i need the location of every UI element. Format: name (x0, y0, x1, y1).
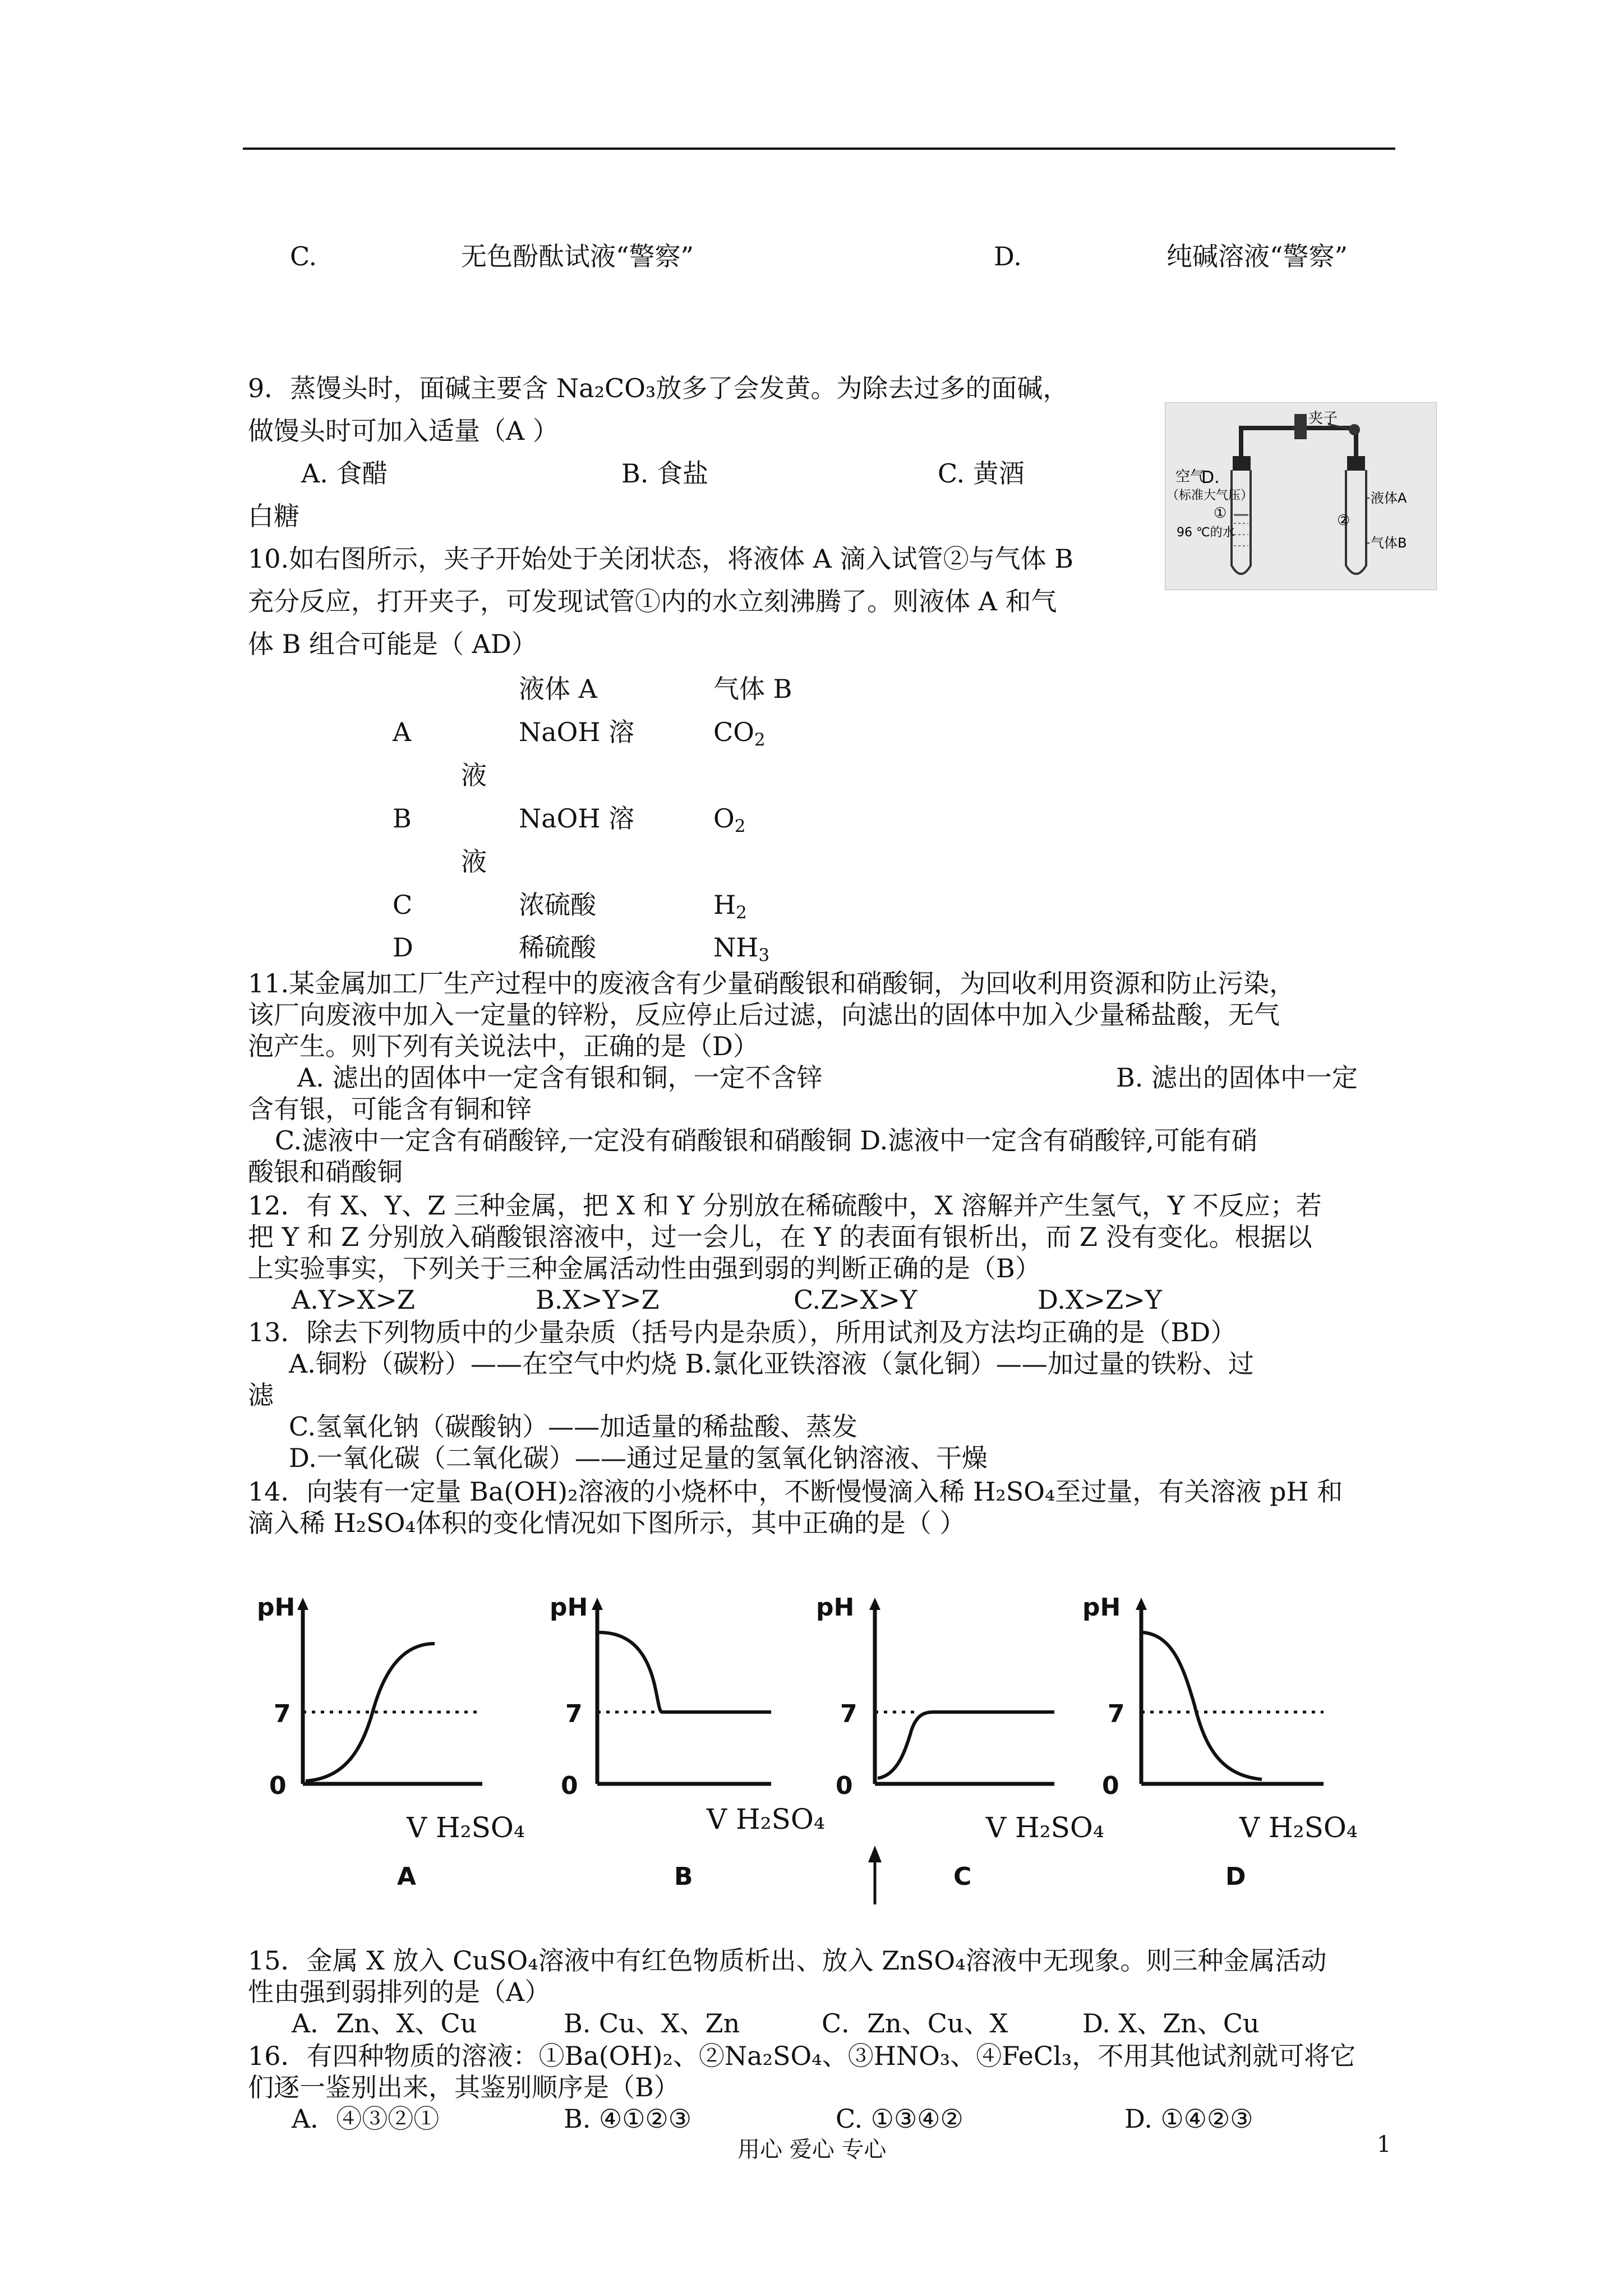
tube1-label: ① (1214, 505, 1227, 522)
q13-options-ab: A.铜粉（碳粉）——在空气中灼烧 B.氯化亚铁溶液（氯化铜）——加过量的铁粉、过 (289, 1349, 1254, 1379)
graph-b (550, 1593, 825, 1891)
q12-option-d: D.X>Z>Y (1038, 1285, 1163, 1315)
gas-b-label: 气体B (1371, 535, 1407, 551)
q12-option-c: C.Z>X>Y (794, 1285, 917, 1315)
graph-a-ylabel: pH (257, 1593, 296, 1622)
graph-c-xlabel: V H₂SO₄ (986, 1811, 1104, 1844)
q12-option-b: B.X>Y>Z (536, 1285, 660, 1315)
q11-options-cd-cont: 酸银和硝酸铜 (248, 1157, 403, 1187)
q10-row-b-cont: 液 (461, 846, 487, 877)
q10-head-gas: 气体 B (713, 674, 792, 704)
graph-d-zero: 0 (1102, 1772, 1119, 1800)
footer-motto: 用心 爱心 专心 (737, 2137, 887, 2162)
q8-d-label: D. (994, 241, 1022, 272)
graph-b-zero: 0 (561, 1772, 578, 1800)
graph-c (816, 1593, 1104, 1904)
q8-d-text: 纯碱溶液“警察” (1166, 241, 1348, 272)
apparatus-drawing (1165, 403, 1436, 590)
overlap-label: D. (1201, 468, 1220, 487)
tube2-label: ② (1337, 512, 1350, 529)
q14-line1: 14．向装有一定量 Ba(OH)₂溶液的小烧杯中，不断慢慢滴入稀 H₂SO₄至过量，有关溶液 pH 和 (248, 1476, 1343, 1507)
q9-option-c: C. 黄酒 (938, 458, 1025, 489)
q10-row-d-liquid: 稀硫酸 (519, 932, 596, 963)
q16-option-b: B. ④①②③ (564, 2104, 692, 2134)
q14-line2: 滴入稀 H₂SO₄体积的变化情况如下图所示，其中正确的是（ ） (248, 1508, 966, 1538)
q15-option-b: B. Cu、X、Zn (564, 2008, 740, 2039)
q10-row-d-gas: $NH_3$ (713, 932, 770, 965)
q11-option-b-cont: 含有银，可能含有铜和锌 (248, 1094, 532, 1124)
q8-c-label: C. (290, 241, 317, 272)
q10-row-a-cont: 液 (461, 760, 487, 790)
q11-line1: 11.某金属加工厂生产过程中的废液含有少量硝酸银和硝酸铜，为回收利用资源和防止污染， (248, 968, 1295, 999)
q16-line1: 16．有四种物质的溶液：①Ba(OH)₂、②Na₂SO₄、③HNO₃、④FeCl₃，不用其他试剂就可将它 (248, 2041, 1356, 2071)
apparatus-figure (1165, 402, 1437, 590)
graph-a-xlabel: V H₂SO₄ (407, 1811, 525, 1844)
q16-option-c: C. ①③④② (836, 2104, 963, 2134)
graph-d (1082, 1593, 1358, 1891)
q9-option-b: B. 食盐 (621, 458, 709, 489)
q11-line3: 泡产生。则下列有关说法中，正确的是（D） (248, 1031, 759, 1061)
graph-b-xlabel: V H₂SO₄ (707, 1803, 825, 1835)
graph-d-ylabel: pH (1082, 1593, 1121, 1622)
clip-label: 夹子 (1308, 410, 1338, 427)
graph-c-zero: 0 (836, 1772, 853, 1800)
q11-option-a: A. 滤出的固体中一定含有银和铜，一定不含锌 (297, 1062, 823, 1093)
q10-head-liquid: 液体 A (519, 674, 597, 704)
q10-row-a-gas: $CO_2$ (713, 717, 766, 750)
q15-option-d: D. X、Zn、Cu (1082, 2008, 1260, 2039)
pressure-label: （标准大气压） (1166, 489, 1253, 503)
graph-d-label: D (1225, 1862, 1246, 1891)
q13-options-ab-cont: 滤 (248, 1380, 274, 1410)
q11-options-cd: C.滤液中一定含有硝酸锌,一定没有硝酸银和硝酸铜 D.滤液中一定含有硝酸锌,可能有硝 (275, 1125, 1257, 1156)
q10-row-d-opt: D (393, 932, 413, 963)
graph-d-xlabel: V H₂SO₄ (1239, 1811, 1358, 1844)
q10-row-b-gas: $O_2$ (713, 803, 746, 836)
q12-line1: 12．有 X、Y、Z 三种金属，把 X 和 Y 分别放在稀硫酸中，X 溶解并产生氢气，Y 不反应；若 (248, 1190, 1322, 1221)
graph-b-label: B (674, 1862, 693, 1891)
header-rule (243, 148, 1395, 150)
q10-row-c-gas: $H_2$ (713, 890, 747, 923)
q15-line1: 15．金属 X 放入 CuSO₄溶液中有红色物质析出、放入 ZnSO₄溶液中无现象。则三种金属活动 (248, 1945, 1327, 1976)
q15-line2: 性由强到弱排列的是（A） (248, 1977, 551, 2007)
q11-option-b: B. 滤出的固体中一定 (1116, 1062, 1358, 1093)
q9-option-a: A. 食醋 (301, 458, 388, 489)
q13-option-c: C.氢氧化钠（碳酸钠）——加适量的稀盐酸、蒸发 (289, 1411, 858, 1442)
q10-row-b-liquid: NaOH 溶 (519, 803, 635, 834)
graph-a-seven: 7 (274, 1700, 291, 1728)
q10-line2: 充分反应，打开夹子，可发现试管①内的水立刻沸腾了。则液体 A 和气 (248, 586, 1057, 616)
graph-b-seven: 7 (565, 1700, 583, 1728)
liquid-a-label: 液体A (1371, 490, 1407, 506)
q10-row-c-opt: C (393, 890, 413, 920)
q10-line3: 体 B 组合可能是（ AD） (248, 629, 537, 659)
q15-option-c: C．Zn、Cu、X (822, 2008, 1008, 2039)
graph-a-label: A (397, 1862, 417, 1891)
q11-line2: 该厂向废液中加入一定量的锌粉，反应停止后过滤，向滤出的固体中加入少量稀盐酸，无气 (248, 1000, 1280, 1030)
q13-line1: 13．除去下列物质中的少量杂质（括号内是杂质），所用试剂及方法均正确的是（BD） (248, 1317, 1237, 1347)
q16-option-d: D. ①④②③ (1124, 2104, 1253, 2134)
q12-option-a: A.Y>X>Z (292, 1285, 416, 1315)
q10-line1: 10.如右图所示，夹子开始处于关闭状态，将液体 A 滴入试管②与气体 B (248, 544, 1074, 574)
graph-a-zero: 0 (269, 1772, 287, 1800)
q10-row-c-liquid: 浓硫酸 (519, 890, 596, 920)
q16-option-a: A．④③②① (292, 2104, 440, 2134)
q10-row-a-liquid: NaOH 溶 (519, 717, 635, 747)
graph-b-ylabel: pH (550, 1593, 588, 1622)
q8-c-text: 无色酚酞试液“警察” (461, 241, 694, 272)
air-label: 空气 (1175, 468, 1205, 485)
graph-c-seven: 7 (840, 1700, 857, 1728)
q12-line2: 把 Y 和 Z 分别放入硝酸银溶液中，过一会儿，在 Y 的表面有银析出，而 Z 没有变化。根据以 (248, 1222, 1312, 1252)
q12-line3: 上实验事实，下列关于三种金属活动性由强到弱的判断正确的是（B） (248, 1253, 1041, 1283)
q13-option-d: D.一氧化碳（二氧化碳）——通过足量的氢氧化钠溶液、干燥 (289, 1443, 988, 1473)
ph-graphs (247, 1582, 1402, 1918)
graph-a (257, 1593, 525, 1891)
q9-line2: 做馒头时可加入适量（A ） (248, 416, 559, 446)
water-label: 96 ℃的水 (1177, 526, 1235, 540)
q10-row-a-opt: A (393, 717, 412, 747)
graph-d-seven: 7 (1108, 1700, 1125, 1728)
graph-c-label: C (953, 1862, 972, 1891)
page-number: 1 (1377, 2132, 1391, 2157)
q10-row-b-opt: B (393, 803, 412, 834)
q16-line2: 们逐一鉴别出来，其鉴别顺序是（B） (248, 2072, 680, 2102)
q9-line1: 9．蒸馒头时，面碱主要含 Na₂CO₃放多了会发黄。为除去过多的面碱， (248, 373, 1069, 403)
q15-option-a: A．Zn、X、Cu (292, 2008, 477, 2039)
q9-option-d: 白糖 (248, 501, 299, 531)
graph-c-ylabel: pH (816, 1593, 855, 1622)
